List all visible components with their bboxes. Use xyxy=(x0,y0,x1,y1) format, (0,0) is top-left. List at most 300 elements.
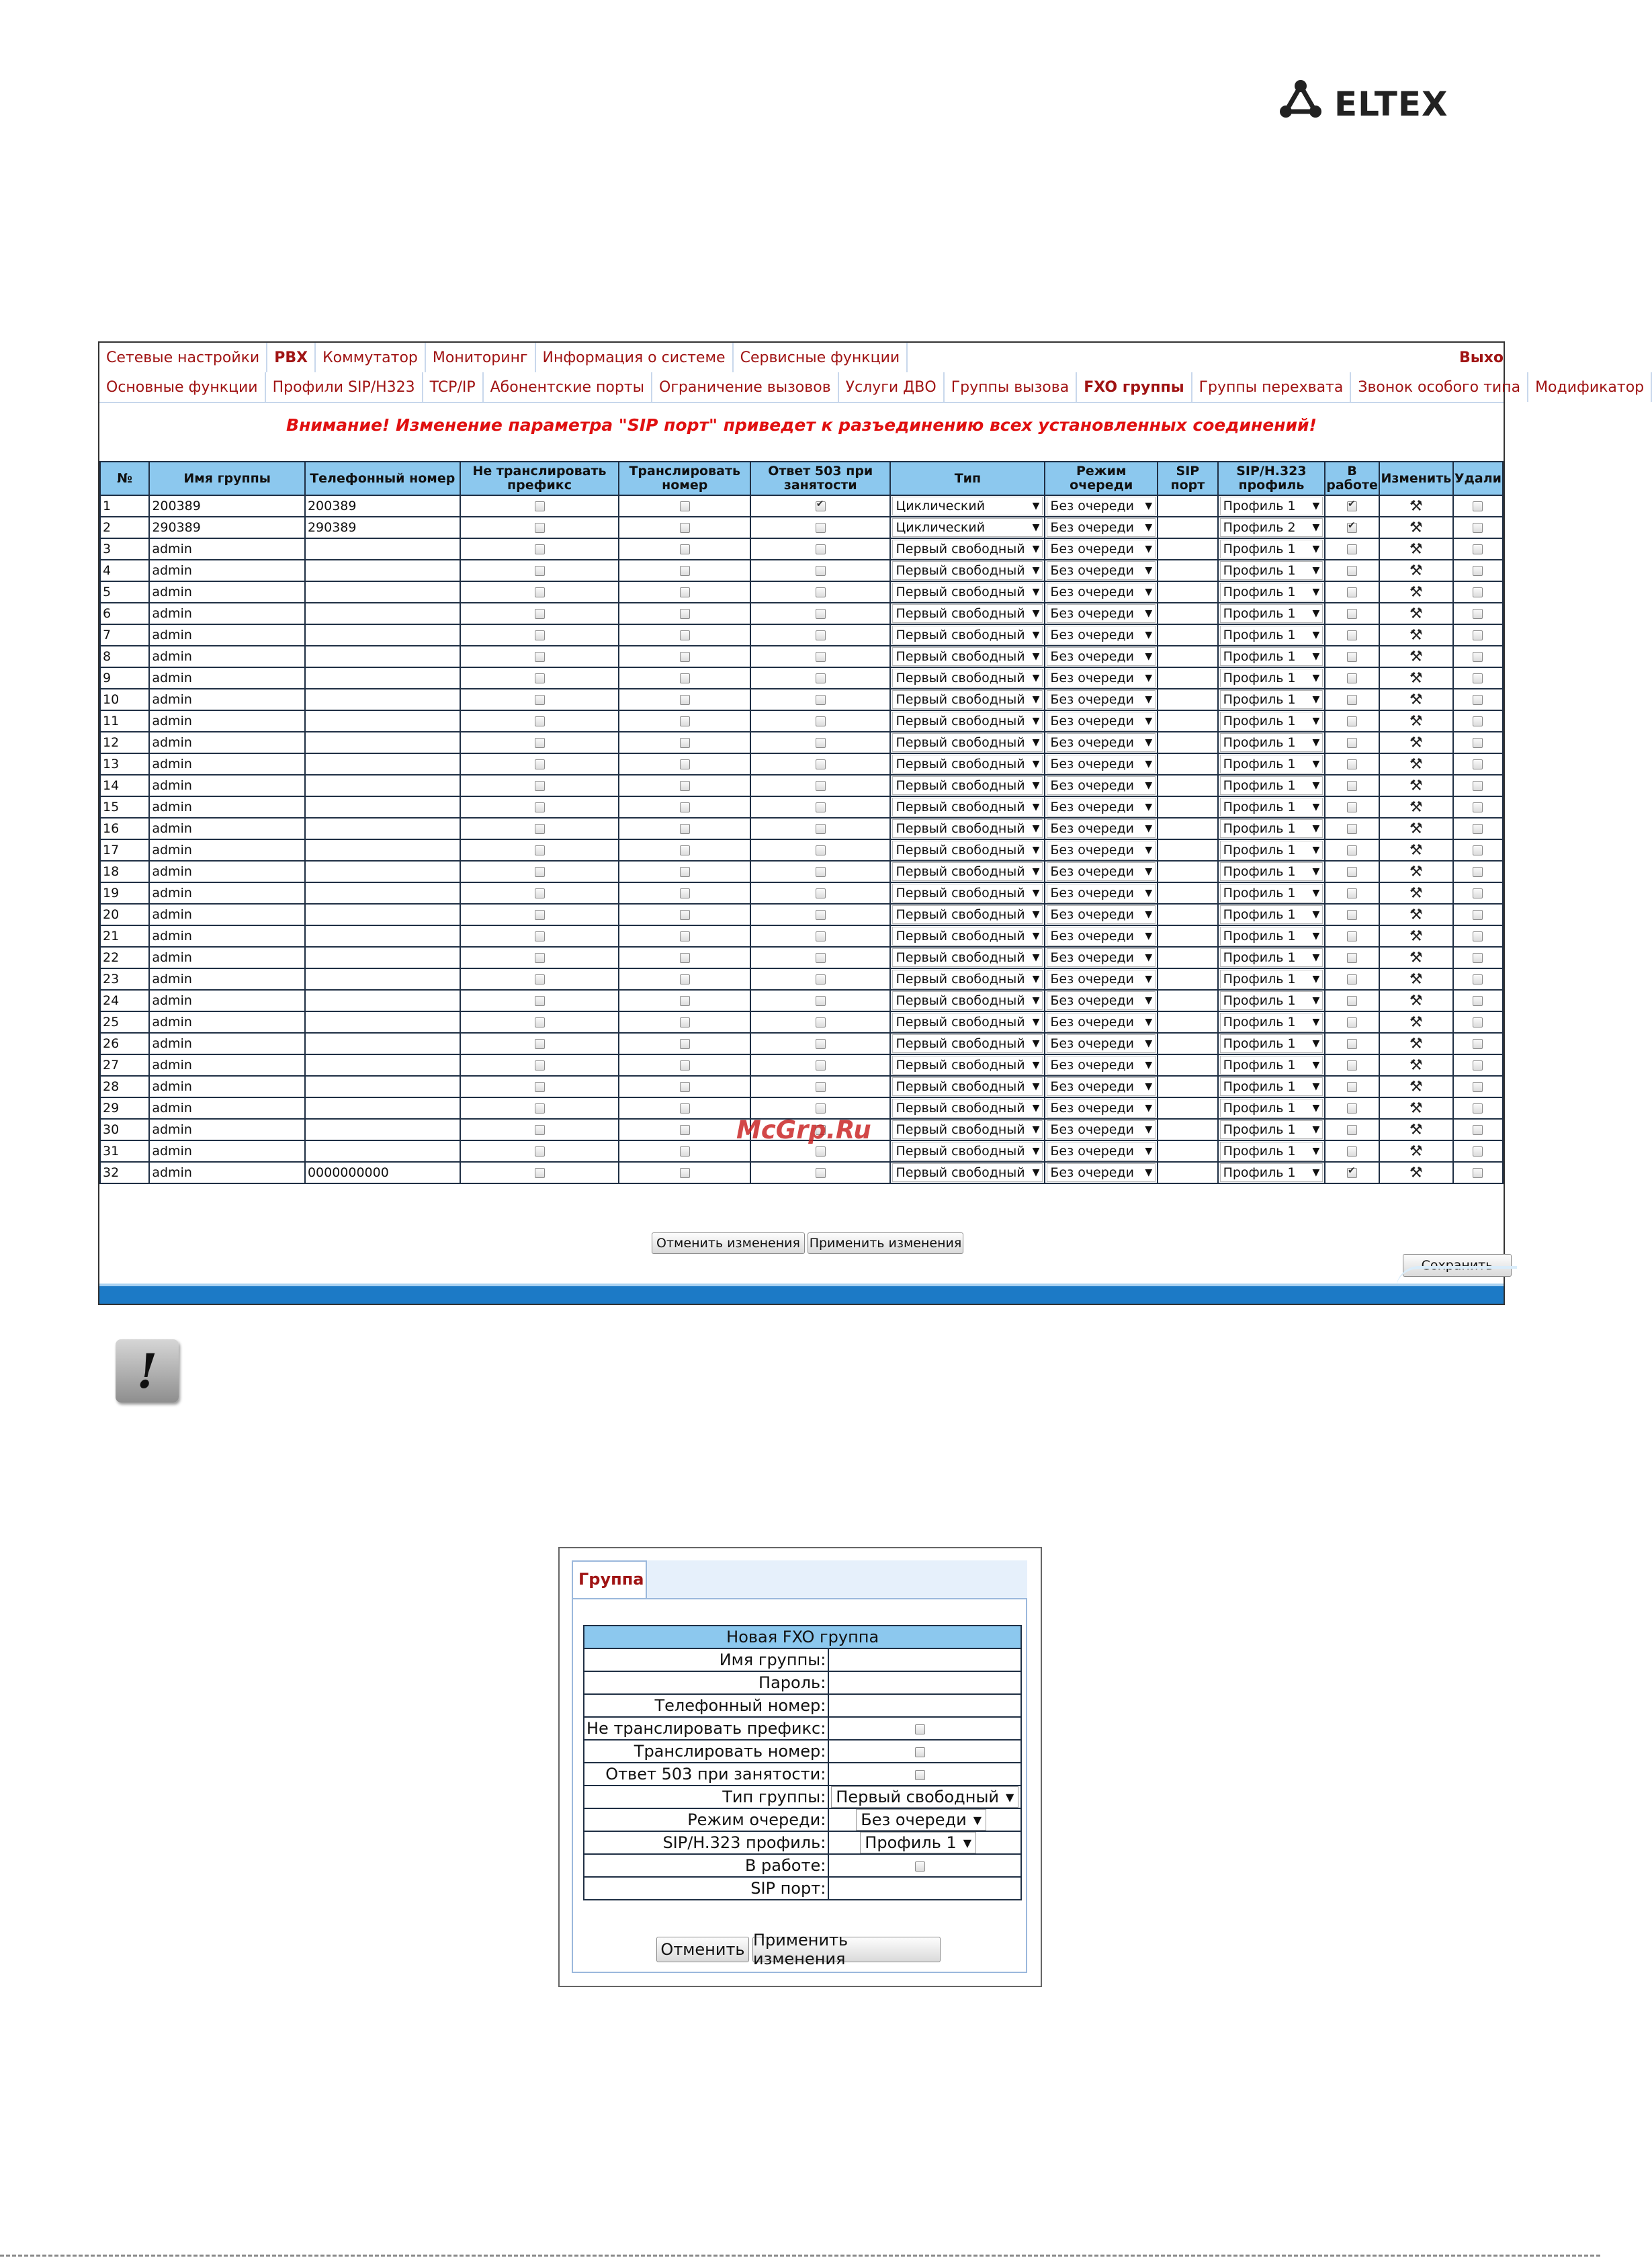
no-prefix-checkbox[interactable] xyxy=(535,759,545,769)
edit-tools-icon[interactable]: ⚒ xyxy=(1409,992,1423,1009)
profile-select[interactable] xyxy=(860,1832,976,1853)
sub-menu-item[interactable]: Модификатор xyxy=(1528,372,1652,402)
sip-port[interactable] xyxy=(1158,667,1217,689)
delete-checkbox[interactable] xyxy=(1473,759,1483,769)
active-checkbox[interactable] xyxy=(1347,1168,1357,1178)
active-checkbox[interactable] xyxy=(1347,609,1357,619)
no-prefix-checkbox[interactable] xyxy=(535,566,545,576)
r503-checkbox[interactable] xyxy=(816,1103,826,1114)
sub-menu-item[interactable]: Профили SIP/H323 xyxy=(266,372,423,402)
queue-select[interactable] xyxy=(1047,561,1156,580)
edit-tools-icon[interactable]: ⚒ xyxy=(1409,863,1423,880)
r503-checkbox[interactable] xyxy=(816,652,826,662)
queue-select[interactable] xyxy=(1047,1163,1156,1182)
active-checkbox[interactable] xyxy=(1347,738,1357,748)
sip-port[interactable] xyxy=(1158,517,1217,538)
active-checkbox[interactable] xyxy=(1347,845,1357,855)
edit-tools-icon[interactable]: ⚒ xyxy=(1409,648,1423,665)
sip-port[interactable] xyxy=(1158,947,1217,968)
r503-checkbox[interactable] xyxy=(816,759,826,769)
queue-select[interactable] xyxy=(1047,647,1156,666)
edit-tools-icon[interactable]: ⚒ xyxy=(1409,798,1423,816)
no-prefix-checkbox[interactable] xyxy=(915,1724,925,1734)
sub-menu-item[interactable]: Звонок особого типа xyxy=(1351,372,1528,402)
no-prefix-checkbox[interactable] xyxy=(535,630,545,640)
translate-checkbox[interactable] xyxy=(680,609,690,619)
edit-tools-icon[interactable]: ⚒ xyxy=(1409,497,1423,515)
type-select[interactable] xyxy=(892,1142,1043,1161)
active-checkbox[interactable] xyxy=(1347,931,1357,941)
r503-checkbox[interactable] xyxy=(816,845,826,855)
translate-checkbox[interactable] xyxy=(680,1168,690,1178)
delete-checkbox[interactable] xyxy=(1473,824,1483,834)
edit-tools-icon[interactable]: ⚒ xyxy=(1409,540,1423,558)
type-select[interactable] xyxy=(892,604,1043,623)
active-checkbox[interactable] xyxy=(1347,523,1357,533)
profile-select[interactable] xyxy=(1220,948,1323,967)
type-select[interactable] xyxy=(892,991,1043,1010)
r503-checkbox[interactable] xyxy=(816,974,826,984)
sip-port[interactable] xyxy=(1158,882,1217,904)
edit-tools-icon[interactable]: ⚒ xyxy=(1409,820,1423,837)
type-select[interactable] xyxy=(892,927,1043,946)
name-input[interactable] xyxy=(828,1648,1021,1671)
delete-checkbox[interactable] xyxy=(1473,845,1483,855)
active-checkbox[interactable] xyxy=(1347,1082,1357,1092)
r503-checkbox[interactable] xyxy=(816,1082,826,1092)
type-select[interactable] xyxy=(892,583,1043,601)
no-prefix-checkbox[interactable] xyxy=(535,824,545,834)
active-checkbox[interactable] xyxy=(1347,1103,1357,1114)
r503-checkbox[interactable] xyxy=(915,1770,925,1780)
r503-checkbox[interactable] xyxy=(816,888,826,898)
profile-select[interactable] xyxy=(1220,991,1323,1010)
delete-checkbox[interactable] xyxy=(1473,695,1483,705)
delete-checkbox[interactable] xyxy=(1473,609,1483,619)
no-prefix-checkbox[interactable] xyxy=(535,1168,545,1178)
profile-select[interactable] xyxy=(1220,690,1323,709)
profile-select[interactable] xyxy=(1220,755,1323,773)
type-select[interactable] xyxy=(892,647,1043,666)
edit-tools-icon[interactable]: ⚒ xyxy=(1409,1078,1423,1095)
sub-menu-item[interactable]: Группы перехвата xyxy=(1192,372,1352,402)
no-prefix-checkbox[interactable] xyxy=(535,974,545,984)
main-menu-item[interactable]: PBX xyxy=(267,343,316,372)
exit-link[interactable]: Выхо xyxy=(1459,349,1504,366)
delete-checkbox[interactable] xyxy=(1473,1125,1483,1135)
edit-tools-icon[interactable]: ⚒ xyxy=(1409,1035,1423,1052)
edit-tools-icon[interactable]: ⚒ xyxy=(1409,1164,1423,1181)
edit-tools-icon[interactable]: ⚒ xyxy=(1409,605,1423,622)
r503-checkbox[interactable] xyxy=(816,609,826,619)
active-checkbox[interactable] xyxy=(1347,587,1357,597)
queue-select[interactable] xyxy=(1047,927,1156,946)
delete-checkbox[interactable] xyxy=(1473,1103,1483,1114)
type-select[interactable] xyxy=(892,905,1043,924)
no-prefix-checkbox[interactable] xyxy=(535,845,545,855)
r503-checkbox[interactable] xyxy=(816,867,826,877)
type-select[interactable] xyxy=(892,1077,1043,1096)
sip-port[interactable] xyxy=(1158,990,1217,1011)
delete-checkbox[interactable] xyxy=(1473,867,1483,877)
no-prefix-checkbox[interactable] xyxy=(535,910,545,920)
sip-port[interactable] xyxy=(1158,1119,1217,1140)
r503-checkbox[interactable] xyxy=(816,695,826,705)
no-prefix-checkbox[interactable] xyxy=(535,652,545,662)
delete-checkbox[interactable] xyxy=(1473,1082,1483,1092)
r503-checkbox[interactable] xyxy=(816,1039,826,1049)
delete-checkbox[interactable] xyxy=(1473,996,1483,1006)
queue-select[interactable] xyxy=(1047,583,1156,601)
profile-select[interactable] xyxy=(1220,669,1323,687)
translate-checkbox[interactable] xyxy=(680,673,690,683)
queue-select[interactable] xyxy=(1047,991,1156,1010)
profile-select[interactable] xyxy=(1220,841,1323,860)
r503-checkbox[interactable] xyxy=(816,630,826,640)
edit-tools-icon[interactable]: ⚒ xyxy=(1409,755,1423,773)
translate-checkbox[interactable] xyxy=(680,910,690,920)
type-select[interactable] xyxy=(892,1163,1043,1182)
apply-changes-button[interactable]: Применить изменения xyxy=(808,1232,963,1254)
translate-checkbox[interactable] xyxy=(680,888,690,898)
edit-tools-icon[interactable]: ⚒ xyxy=(1409,1142,1423,1160)
translate-checkbox[interactable] xyxy=(680,974,690,984)
active-checkbox[interactable] xyxy=(915,1861,925,1872)
r503-checkbox[interactable] xyxy=(816,587,826,597)
delete-checkbox[interactable] xyxy=(1473,673,1483,683)
profile-select[interactable] xyxy=(1220,604,1323,623)
queue-select[interactable] xyxy=(1047,970,1156,989)
delete-checkbox[interactable] xyxy=(1473,738,1483,748)
cancel-changes-button[interactable]: Отменить изменения xyxy=(652,1232,805,1254)
sub-menu-item[interactable]: Основные функции xyxy=(99,372,266,402)
sip-port[interactable] xyxy=(1158,1054,1217,1076)
delete-checkbox[interactable] xyxy=(1473,501,1483,511)
type-select[interactable] xyxy=(892,755,1043,773)
sip-port[interactable] xyxy=(1158,818,1217,839)
sip-port[interactable] xyxy=(1158,925,1217,947)
translate-checkbox[interactable] xyxy=(680,953,690,963)
translate-checkbox[interactable] xyxy=(680,501,690,511)
delete-checkbox[interactable] xyxy=(1473,630,1483,640)
sip-port[interactable] xyxy=(1158,1033,1217,1054)
translate-checkbox[interactable] xyxy=(915,1747,925,1757)
queue-select[interactable] xyxy=(1047,841,1156,860)
queue-select[interactable] xyxy=(1047,712,1156,730)
main-menu-item[interactable]: Сетевые настройки xyxy=(99,343,267,372)
r503-checkbox[interactable] xyxy=(816,1060,826,1071)
active-checkbox[interactable] xyxy=(1347,802,1357,812)
profile-select[interactable] xyxy=(1220,927,1323,946)
queue-select[interactable] xyxy=(1047,1056,1156,1075)
sip-port[interactable] xyxy=(1158,689,1217,710)
no-prefix-checkbox[interactable] xyxy=(535,695,545,705)
edit-tools-icon[interactable]: ⚒ xyxy=(1409,669,1423,687)
queue-select[interactable] xyxy=(1047,819,1156,838)
type-select[interactable] xyxy=(892,884,1043,903)
translate-checkbox[interactable] xyxy=(680,695,690,705)
delete-checkbox[interactable] xyxy=(1473,1060,1483,1071)
no-prefix-checkbox[interactable] xyxy=(535,716,545,726)
queue-select[interactable] xyxy=(1047,1099,1156,1118)
translate-checkbox[interactable] xyxy=(680,523,690,533)
password-input[interactable] xyxy=(828,1671,1021,1694)
queue-select[interactable] xyxy=(1047,1013,1156,1032)
type-select[interactable] xyxy=(892,497,1043,515)
type-select[interactable] xyxy=(892,561,1043,580)
delete-checkbox[interactable] xyxy=(1473,716,1483,726)
r503-checkbox[interactable] xyxy=(816,802,826,812)
type-select[interactable] xyxy=(892,669,1043,687)
profile-select[interactable] xyxy=(1220,1077,1323,1096)
queue-select[interactable] xyxy=(1047,733,1156,752)
sip-port[interactable] xyxy=(1158,624,1217,646)
active-checkbox[interactable] xyxy=(1347,824,1357,834)
edit-tools-icon[interactable]: ⚒ xyxy=(1409,949,1423,966)
no-prefix-checkbox[interactable] xyxy=(535,1146,545,1157)
translate-checkbox[interactable] xyxy=(680,824,690,834)
profile-select[interactable] xyxy=(1220,798,1323,816)
active-checkbox[interactable] xyxy=(1347,1039,1357,1049)
translate-checkbox[interactable] xyxy=(680,1146,690,1157)
sip-port[interactable] xyxy=(1158,839,1217,861)
active-checkbox[interactable] xyxy=(1347,953,1357,963)
delete-checkbox[interactable] xyxy=(1473,1146,1483,1157)
r503-checkbox[interactable] xyxy=(816,824,826,834)
sip-port[interactable] xyxy=(1158,1140,1217,1162)
main-menu-item[interactable]: Мониторинг xyxy=(426,343,536,372)
type-select[interactable] xyxy=(892,1013,1043,1032)
r503-checkbox[interactable] xyxy=(816,1168,826,1178)
sip-port[interactable] xyxy=(1158,646,1217,667)
queue-select[interactable] xyxy=(1047,905,1156,924)
no-prefix-checkbox[interactable] xyxy=(535,523,545,533)
sip-port-input[interactable] xyxy=(828,1877,1021,1900)
no-prefix-checkbox[interactable] xyxy=(535,1060,545,1071)
profile-select[interactable] xyxy=(1220,518,1323,537)
type-select[interactable] xyxy=(892,819,1043,838)
sip-port[interactable] xyxy=(1158,904,1217,925)
queue-select[interactable] xyxy=(1047,884,1156,903)
sip-port[interactable] xyxy=(1158,732,1217,753)
no-prefix-checkbox[interactable] xyxy=(535,781,545,791)
queue-select[interactable] xyxy=(1047,1034,1156,1053)
translate-checkbox[interactable] xyxy=(680,1060,690,1071)
active-checkbox[interactable] xyxy=(1347,566,1357,576)
queue-select[interactable] xyxy=(1047,604,1156,623)
r503-checkbox[interactable] xyxy=(816,738,826,748)
no-prefix-checkbox[interactable] xyxy=(535,867,545,877)
no-prefix-checkbox[interactable] xyxy=(535,1017,545,1028)
delete-checkbox[interactable] xyxy=(1473,652,1483,662)
no-prefix-checkbox[interactable] xyxy=(535,996,545,1006)
profile-select[interactable] xyxy=(1220,561,1323,580)
delete-checkbox[interactable] xyxy=(1473,953,1483,963)
translate-checkbox[interactable] xyxy=(680,1017,690,1028)
no-prefix-checkbox[interactable] xyxy=(535,587,545,597)
sip-port[interactable] xyxy=(1158,538,1217,560)
r503-checkbox[interactable] xyxy=(816,931,826,941)
queue-select[interactable] xyxy=(1047,626,1156,644)
active-checkbox[interactable] xyxy=(1347,996,1357,1006)
active-checkbox[interactable] xyxy=(1347,716,1357,726)
r503-checkbox[interactable] xyxy=(816,910,826,920)
active-checkbox[interactable] xyxy=(1347,652,1357,662)
sip-port[interactable] xyxy=(1158,1162,1217,1183)
translate-checkbox[interactable] xyxy=(680,802,690,812)
active-checkbox[interactable] xyxy=(1347,1017,1357,1028)
type-select[interactable] xyxy=(831,1786,1018,1808)
translate-checkbox[interactable] xyxy=(680,652,690,662)
profile-select[interactable] xyxy=(1220,1013,1323,1032)
active-checkbox[interactable] xyxy=(1347,673,1357,683)
type-select[interactable] xyxy=(892,948,1043,967)
sub-menu-item[interactable]: TCP/IP xyxy=(423,372,484,402)
profile-select[interactable] xyxy=(1220,583,1323,601)
edit-tools-icon[interactable]: ⚒ xyxy=(1409,626,1423,644)
edit-tools-icon[interactable]: ⚒ xyxy=(1409,562,1423,579)
type-select[interactable] xyxy=(892,626,1043,644)
r503-checkbox[interactable] xyxy=(816,544,826,554)
profile-select[interactable] xyxy=(1220,970,1323,989)
delete-checkbox[interactable] xyxy=(1473,587,1483,597)
edit-tools-icon[interactable]: ⚒ xyxy=(1409,1056,1423,1074)
no-prefix-checkbox[interactable] xyxy=(535,931,545,941)
profile-select[interactable] xyxy=(1220,712,1323,730)
sub-menu-item[interactable]: Ограничение вызовов xyxy=(652,372,839,402)
translate-checkbox[interactable] xyxy=(680,566,690,576)
no-prefix-checkbox[interactable] xyxy=(535,888,545,898)
delete-checkbox[interactable] xyxy=(1473,1017,1483,1028)
profile-select[interactable] xyxy=(1220,1120,1323,1139)
active-checkbox[interactable] xyxy=(1347,1060,1357,1071)
translate-checkbox[interactable] xyxy=(680,630,690,640)
edit-tools-icon[interactable]: ⚒ xyxy=(1409,1013,1423,1031)
no-prefix-checkbox[interactable] xyxy=(535,501,545,511)
r503-checkbox[interactable] xyxy=(816,566,826,576)
delete-checkbox[interactable] xyxy=(1473,802,1483,812)
queue-select[interactable] xyxy=(1047,1077,1156,1096)
sip-port[interactable] xyxy=(1158,581,1217,603)
edit-tools-icon[interactable]: ⚒ xyxy=(1409,884,1423,902)
active-checkbox[interactable] xyxy=(1347,867,1357,877)
active-checkbox[interactable] xyxy=(1347,974,1357,984)
queue-select[interactable] xyxy=(1047,755,1156,773)
queue-select[interactable] xyxy=(1047,518,1156,537)
translate-checkbox[interactable] xyxy=(680,544,690,554)
sip-port[interactable] xyxy=(1158,603,1217,624)
edit-tools-icon[interactable]: ⚒ xyxy=(1409,734,1423,751)
type-select[interactable] xyxy=(892,862,1043,881)
type-select[interactable] xyxy=(892,1120,1043,1139)
type-select[interactable] xyxy=(892,540,1043,558)
active-checkbox[interactable] xyxy=(1347,1125,1357,1135)
queue-select[interactable] xyxy=(1047,948,1156,967)
no-prefix-checkbox[interactable] xyxy=(535,544,545,554)
edit-tools-icon[interactable]: ⚒ xyxy=(1409,1099,1423,1117)
no-prefix-checkbox[interactable] xyxy=(535,1125,545,1135)
no-prefix-checkbox[interactable] xyxy=(535,802,545,812)
type-select[interactable] xyxy=(892,798,1043,816)
type-select[interactable] xyxy=(892,518,1043,537)
queue-select[interactable] xyxy=(1047,798,1156,816)
sip-port[interactable] xyxy=(1158,560,1217,581)
type-select[interactable] xyxy=(892,841,1043,860)
active-checkbox[interactable] xyxy=(1347,781,1357,791)
delete-checkbox[interactable] xyxy=(1473,566,1483,576)
translate-checkbox[interactable] xyxy=(680,759,690,769)
sip-port[interactable] xyxy=(1158,753,1217,775)
type-select[interactable] xyxy=(892,690,1043,709)
r503-checkbox[interactable] xyxy=(816,501,826,511)
no-prefix-checkbox[interactable] xyxy=(535,609,545,619)
profile-select[interactable] xyxy=(1220,497,1323,515)
translate-checkbox[interactable] xyxy=(680,716,690,726)
queue-select[interactable] xyxy=(1047,1120,1156,1139)
dialog-cancel-button[interactable]: Отменить xyxy=(656,1937,749,1962)
delete-checkbox[interactable] xyxy=(1473,888,1483,898)
profile-select[interactable] xyxy=(1220,626,1323,644)
edit-tools-icon[interactable]: ⚒ xyxy=(1409,691,1423,708)
edit-tools-icon[interactable]: ⚒ xyxy=(1409,906,1423,923)
sip-port[interactable] xyxy=(1158,495,1217,517)
translate-checkbox[interactable] xyxy=(680,738,690,748)
profile-select[interactable] xyxy=(1220,1056,1323,1075)
sip-port[interactable] xyxy=(1158,861,1217,882)
delete-checkbox[interactable] xyxy=(1473,781,1483,791)
active-checkbox[interactable] xyxy=(1347,888,1357,898)
sub-menu-item[interactable]: Группы вызова xyxy=(945,372,1077,402)
no-prefix-checkbox[interactable] xyxy=(535,1039,545,1049)
sub-menu-item[interactable]: FXO группы xyxy=(1077,372,1192,402)
edit-tools-icon[interactable]: ⚒ xyxy=(1409,841,1423,859)
edit-tools-icon[interactable]: ⚒ xyxy=(1409,1121,1423,1138)
active-checkbox[interactable] xyxy=(1347,759,1357,769)
delete-checkbox[interactable] xyxy=(1473,1168,1483,1178)
r503-checkbox[interactable] xyxy=(816,1146,826,1157)
sip-port[interactable] xyxy=(1158,968,1217,990)
queue-select[interactable] xyxy=(1047,862,1156,881)
delete-checkbox[interactable] xyxy=(1473,931,1483,941)
r503-checkbox[interactable] xyxy=(816,781,826,791)
profile-select[interactable] xyxy=(1220,733,1323,752)
delete-checkbox[interactable] xyxy=(1473,974,1483,984)
translate-checkbox[interactable] xyxy=(680,931,690,941)
edit-tools-icon[interactable]: ⚒ xyxy=(1409,583,1423,601)
delete-checkbox[interactable] xyxy=(1473,910,1483,920)
queue-select[interactable] xyxy=(1047,540,1156,558)
save-button[interactable]: Сохранить xyxy=(1403,1254,1512,1277)
profile-select[interactable] xyxy=(1220,1034,1323,1053)
no-prefix-checkbox[interactable] xyxy=(535,673,545,683)
r503-checkbox[interactable] xyxy=(816,953,826,963)
translate-checkbox[interactable] xyxy=(680,996,690,1006)
active-checkbox[interactable] xyxy=(1347,544,1357,554)
edit-tools-icon[interactable]: ⚒ xyxy=(1409,970,1423,988)
edit-tools-icon[interactable]: ⚒ xyxy=(1409,927,1423,945)
sip-port[interactable] xyxy=(1158,710,1217,732)
profile-select[interactable] xyxy=(1220,884,1323,903)
r503-checkbox[interactable] xyxy=(816,996,826,1006)
sub-menu-item[interactable]: Услуги ДВО xyxy=(839,372,945,402)
no-prefix-checkbox[interactable] xyxy=(535,1103,545,1114)
queue-select[interactable] xyxy=(1047,497,1156,515)
dialog-apply-button[interactable]: Применить изменения xyxy=(752,1937,941,1962)
translate-checkbox[interactable] xyxy=(680,1082,690,1092)
translate-checkbox[interactable] xyxy=(680,845,690,855)
r503-checkbox[interactable] xyxy=(816,673,826,683)
active-checkbox[interactable] xyxy=(1347,501,1357,511)
